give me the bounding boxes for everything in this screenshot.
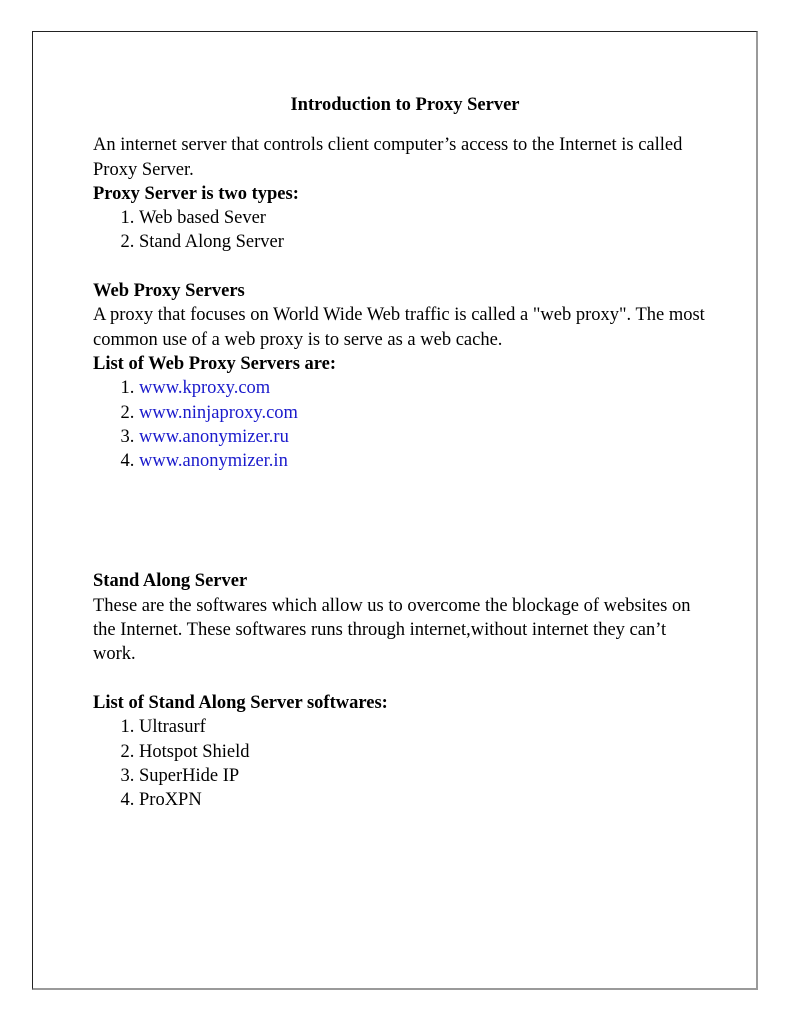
web-proxy-description: A proxy that focuses on World Wide Web traffic is called a "web proxy". The most common use of a web proxy is to serve as a web cache. <box>93 305 705 350</box>
list-item <box>139 425 713 449</box>
list-item <box>139 401 713 425</box>
link-kproxy[interactable]: www.kproxy.com <box>139 378 271 399</box>
document-title: Introduction to Proxy Server <box>290 95 520 115</box>
list-item: 3. SuperHide IP <box>139 764 713 788</box>
web-proxy-heading: Web Proxy Servers <box>93 281 245 302</box>
list-item: 1. Web based Sever <box>139 206 713 230</box>
list-item <box>139 376 713 400</box>
list-item: 2. Stand Along Server <box>139 230 713 254</box>
stand-along-description: These are the softwares which allow us to overcome the blockage of websites on the Internet. These softwares runs through internet,without internet they can’t work. <box>93 595 691 665</box>
types-heading: Proxy Server is two types: <box>93 183 299 204</box>
list-item <box>139 449 713 473</box>
list-item: 4. ProXPN <box>139 788 713 812</box>
web-proxy-list <box>93 376 713 473</box>
list-item: 1. Ultrasurf <box>139 715 713 739</box>
spacer <box>93 473 713 569</box>
spacer <box>93 255 713 279</box>
link-anonymizer-ru[interactable]: www.anonymizer.ru <box>139 426 289 447</box>
web-proxy-list-heading: List of Web Proxy Servers are: <box>93 353 337 374</box>
intro-paragraph: An internet server that controls client computer’s access to the Internet is called Proxy Server. <box>93 135 683 180</box>
list-item: 2. Hotspot Shield <box>139 740 713 764</box>
link-anonymizer-in[interactable]: www.anonymizer.in <box>139 451 288 472</box>
stand-along-heading: Stand Along Server <box>93 571 248 592</box>
stand-along-list-heading: List of Stand Along Server softwares: <box>93 692 388 713</box>
document-body <box>93 93 713 812</box>
link-ninjaproxy[interactable]: www.ninjaproxy.com <box>139 402 298 423</box>
stand-along-list <box>93 715 713 812</box>
spacer <box>93 667 713 691</box>
types-list <box>93 206 713 255</box>
